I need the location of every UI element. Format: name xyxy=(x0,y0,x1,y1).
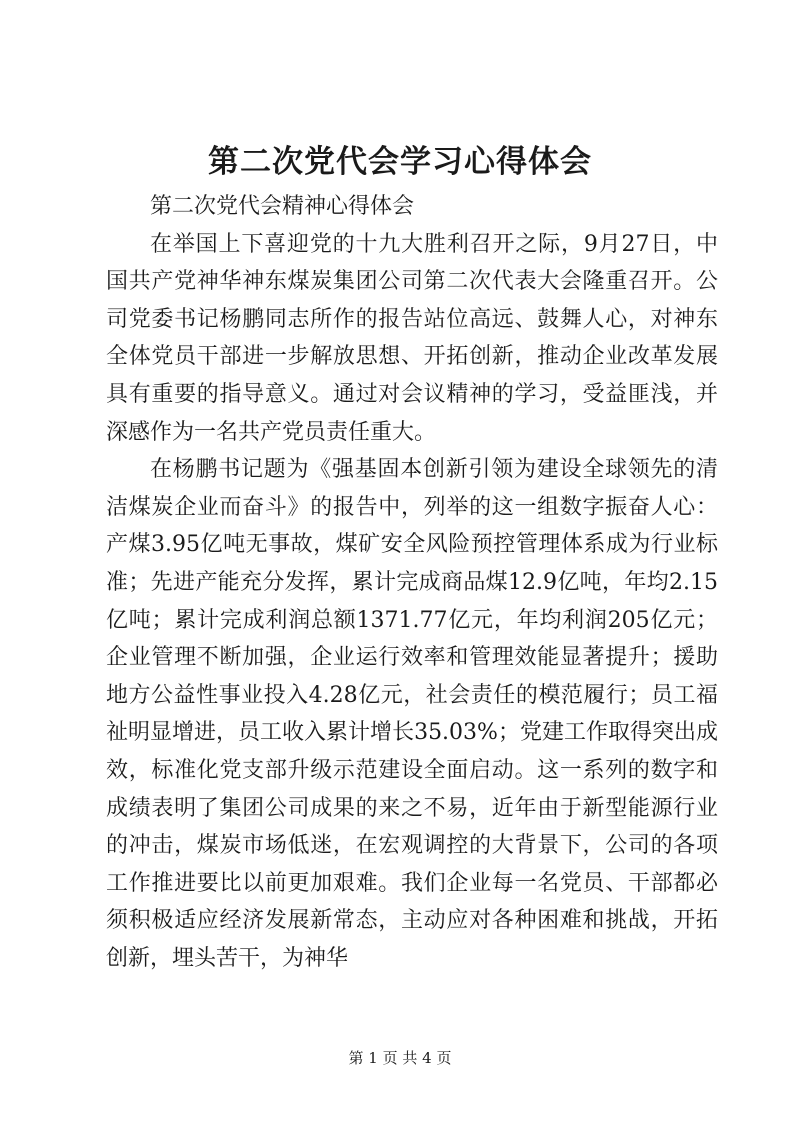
document-body xyxy=(106,188,718,977)
paragraph-2: 在杨鹏书记题为《强基固本创新引领为建设全球领先的清洁煤炭企业而奋斗》的报告中，列举的这一组数字振奋人心：产煤3.95亿吨无事故，煤矿安全风险预控管理体系成为行业标准；先进产能充分发挥，累计完成商品煤12.9亿吨，年均2.15亿吨；累计完成利润总额1371.77亿元，年均利润205亿元；企业管理不断加强，企业运行效率和管理效能显著提升；援助地方公益性事业投入4.28亿元，社会责任的模范履行；员工福祉明显增进，员工收入累计增长35.03%；党建工作取得突出成效，标准化党支部升级示范建设全面启动。这一系列的数字和成绩表明了集团公司成果的来之不易，近年由于新型能源行业的冲击，煤炭市场低迷，在宏观调控的大背景下，公司的各项工作推进要比以前更加艰难。我们企业每一名党员、干部都必须积极适应经济发展新常态，主动应对各种困难和挑战，开拓创新，埋头苦干，为神华 xyxy=(106,457,718,971)
document-title: 第二次党代会学习心得体会 xyxy=(208,144,592,180)
document-subtitle: 第二次党代会精神心得体会 xyxy=(150,194,415,219)
paragraph-1: 在举国上下喜迎党的十九大胜利召开之际，9月27日，中国共产党神华神东煤炭集团公司第二次代表大会隆重召开。公司党委书记杨鹏同志所作的报告站位高远、鼓舞人心，对神东全体党员干部进一步解放思想、开拓创新，推动企业改革发展具有重要的指导意义。通过对会议精神的学习，受益匪浅，并深感作为一名共产党员责任重大。 xyxy=(106,231,718,445)
page-footer: 第 1 页 共 4 页 xyxy=(348,1049,452,1067)
